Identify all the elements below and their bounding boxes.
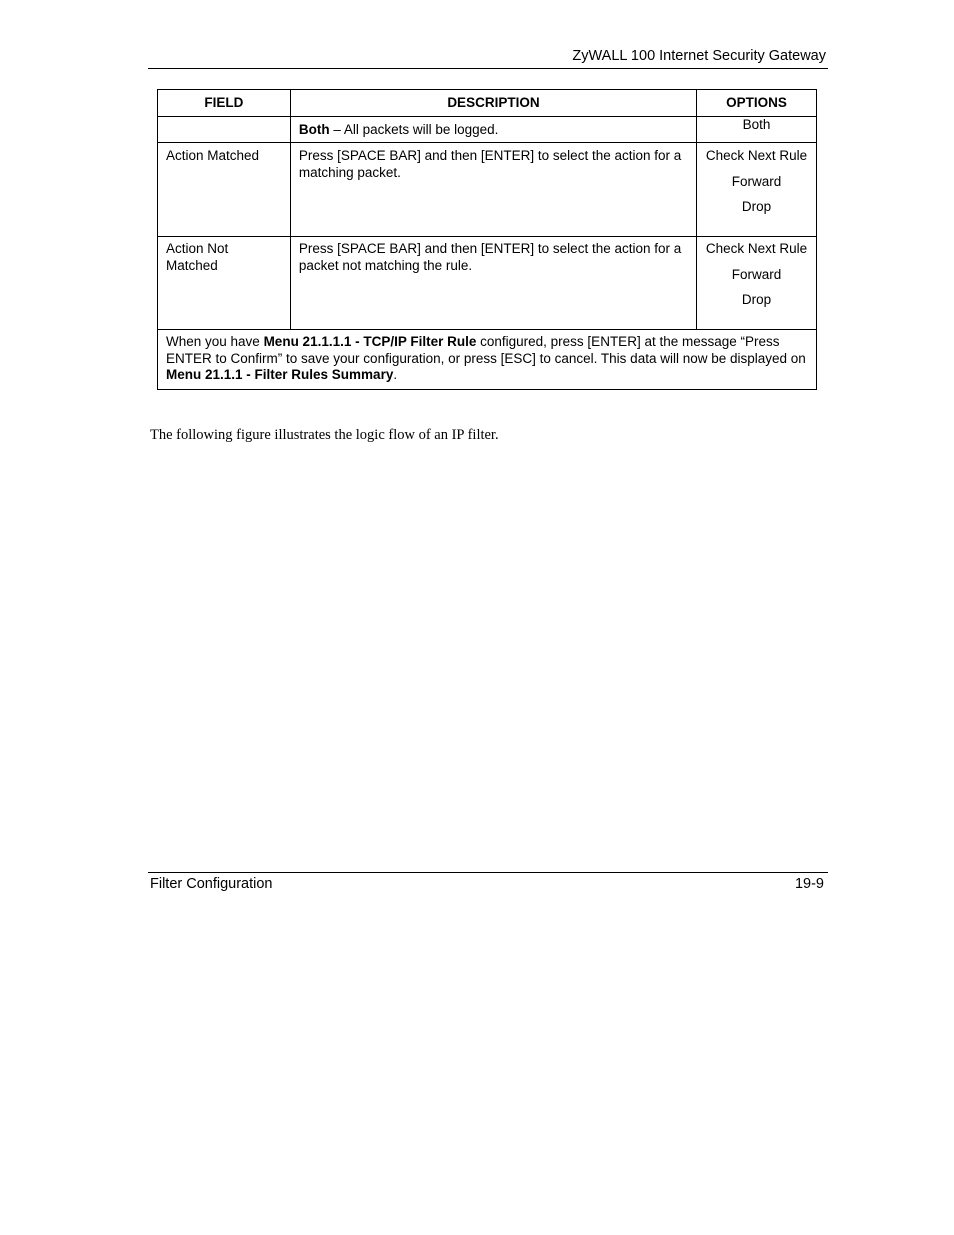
note-text: When you have bbox=[166, 334, 264, 349]
option-drop: Drop bbox=[741, 292, 772, 307]
option-check-next-rule: Check Next Rule bbox=[705, 148, 808, 163]
options-cell bbox=[697, 117, 817, 143]
description-text: – All packets will be logged. bbox=[329, 122, 499, 137]
table-header-row bbox=[158, 90, 817, 117]
description-cell: Press [SPACE BAR] and then [ENTER] to select the action for a packet not matching the rule. bbox=[290, 237, 696, 330]
note-text: . bbox=[393, 367, 398, 382]
description-cell bbox=[290, 117, 696, 143]
option-both: Both bbox=[742, 117, 771, 132]
page-number: 19-9 bbox=[794, 876, 824, 892]
body-paragraph: The following figure illustrates the logic flow of an IP filter. bbox=[150, 427, 499, 443]
description-term: Both bbox=[298, 122, 330, 137]
footer-section-title: Filter Configuration bbox=[150, 876, 273, 892]
page-header-title: ZyWALL 100 Internet Security Gateway bbox=[572, 48, 826, 64]
option-check-next-rule: Check Next Rule bbox=[705, 241, 808, 256]
table-note-row bbox=[158, 330, 817, 390]
option-forward: Forward bbox=[731, 266, 782, 282]
column-header-options: OPTIONS bbox=[697, 90, 817, 117]
note-menu-ref: Menu 21.1.1 - Filter Rules Summary bbox=[166, 367, 394, 382]
page-footer bbox=[148, 872, 828, 896]
table-row bbox=[158, 237, 817, 330]
table-note-cell bbox=[158, 330, 817, 390]
option-drop: Drop bbox=[741, 199, 772, 214]
page-header bbox=[148, 47, 828, 69]
field-description-table bbox=[157, 89, 817, 390]
options-cell bbox=[697, 143, 817, 237]
options-cell bbox=[697, 237, 817, 330]
field-cell bbox=[158, 117, 291, 143]
description-cell: Press [SPACE BAR] and then [ENTER] to select the action for a matching packet. bbox=[290, 143, 696, 237]
column-header-description: DESCRIPTION bbox=[290, 90, 696, 117]
column-header-field: FIELD bbox=[158, 90, 291, 117]
note-menu-ref: Menu 21.1.1.1 - TCP/IP Filter Rule bbox=[263, 334, 477, 349]
note-text: configured, press [ENTER] at the message “Press ENTER to Confirm” to save your configuration, or press [ESC] to cancel. This data will now be displayed on bbox=[166, 334, 806, 366]
field-cell: Action Matched bbox=[158, 143, 291, 237]
field-cell: Action Not Matched bbox=[158, 237, 291, 330]
table-row bbox=[158, 143, 817, 237]
option-forward: Forward bbox=[731, 173, 782, 189]
table-row bbox=[158, 117, 817, 143]
